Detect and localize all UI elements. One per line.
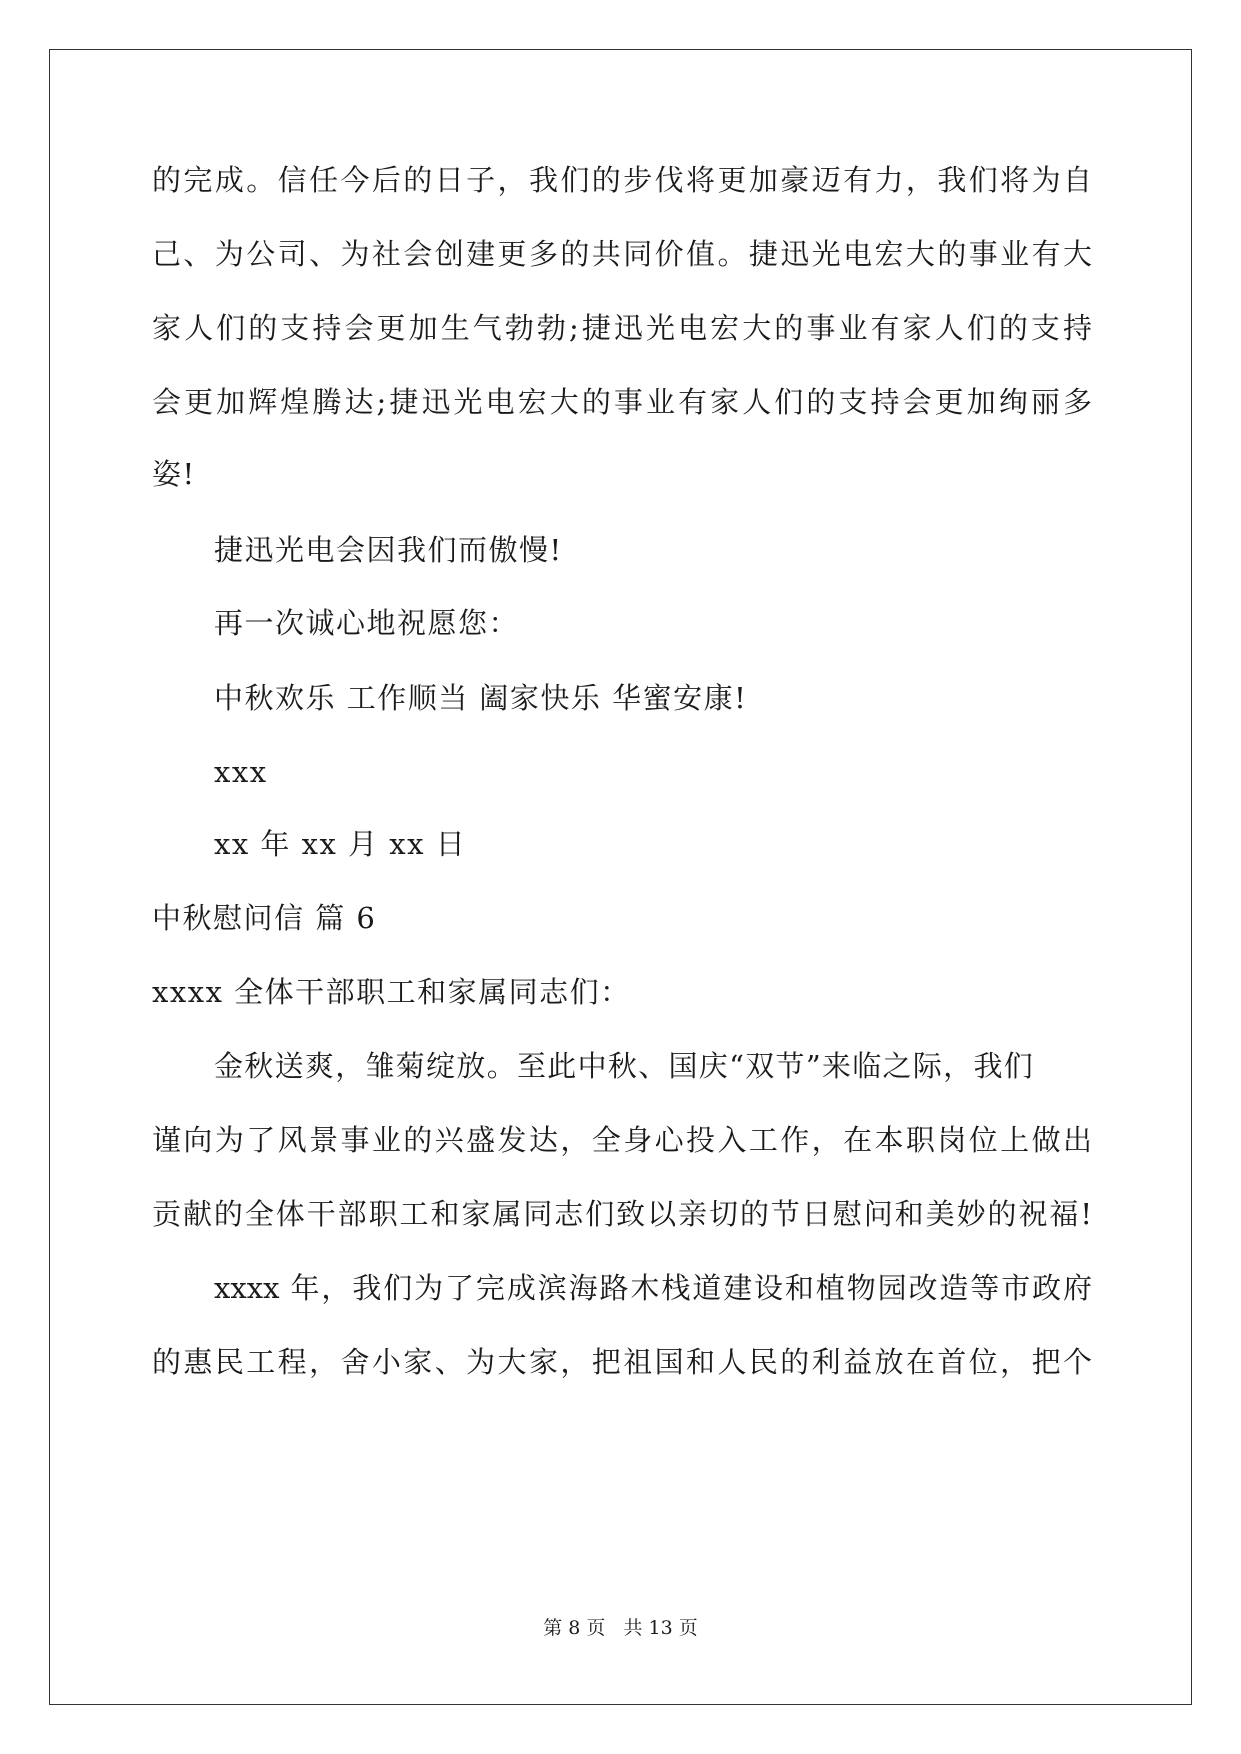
paragraph-line: 谨向为了风景事业的兴盛发达，全身心投入工作，在本职岗位上做出 xyxy=(152,1123,1092,1157)
paragraph-line: 己、为公司、为社会创建更多的共同价值。捷迅光电宏大的事业有大 xyxy=(152,237,1092,271)
paragraph-line: 贡献的全体干部职工和家属同志们致以亲切的节日慰问和美妙的祝福! xyxy=(152,1197,1092,1231)
greeting-line: 中秋欢乐 工作顺当 阖家快乐 华蜜安康! xyxy=(214,681,748,715)
paragraph-line: 姿! xyxy=(152,457,196,491)
paragraph-line: xxxx 年，我们为了完成滨海路木栈道建设和植物园改造等市政府 xyxy=(214,1271,1092,1305)
paragraph-line: 家人们的支持会更加生气勃勃;捷迅光电宏大的事业有家人们的支持 xyxy=(152,311,1092,345)
paragraph-line: 捷迅光电会因我们而傲慢! xyxy=(214,533,563,567)
signature: xxx xyxy=(214,755,268,789)
section-heading: 中秋慰问信 篇 6 xyxy=(152,901,377,935)
paragraph-line: 再一次诚心地祝愿您： xyxy=(214,606,520,640)
salutation: xxxx 全体干部职工和家属同志们： xyxy=(152,975,631,1009)
page-number-footer: 第 8 页 共 13 页 xyxy=(543,1617,698,1639)
date-line: xx 年 xx 月 xx 日 xyxy=(214,827,467,861)
paragraph-line: 的完成。信任今后的日子，我们的步伐将更加豪迈有力，我们将为自 xyxy=(152,163,1092,197)
paragraph-line: 会更加辉煌腾达;捷迅光电宏大的事业有家人们的支持会更加绚丽多 xyxy=(152,385,1092,419)
page-border xyxy=(49,49,1192,1705)
paragraph-line: 的惠民工程，舍小家、为大家，把祖国和人民的利益放在首位，把个 xyxy=(152,1345,1092,1379)
paragraph-line: 金秋送爽，雏菊绽放。至此中秋、国庆“双节”来临之际，我们 xyxy=(214,1049,1035,1083)
